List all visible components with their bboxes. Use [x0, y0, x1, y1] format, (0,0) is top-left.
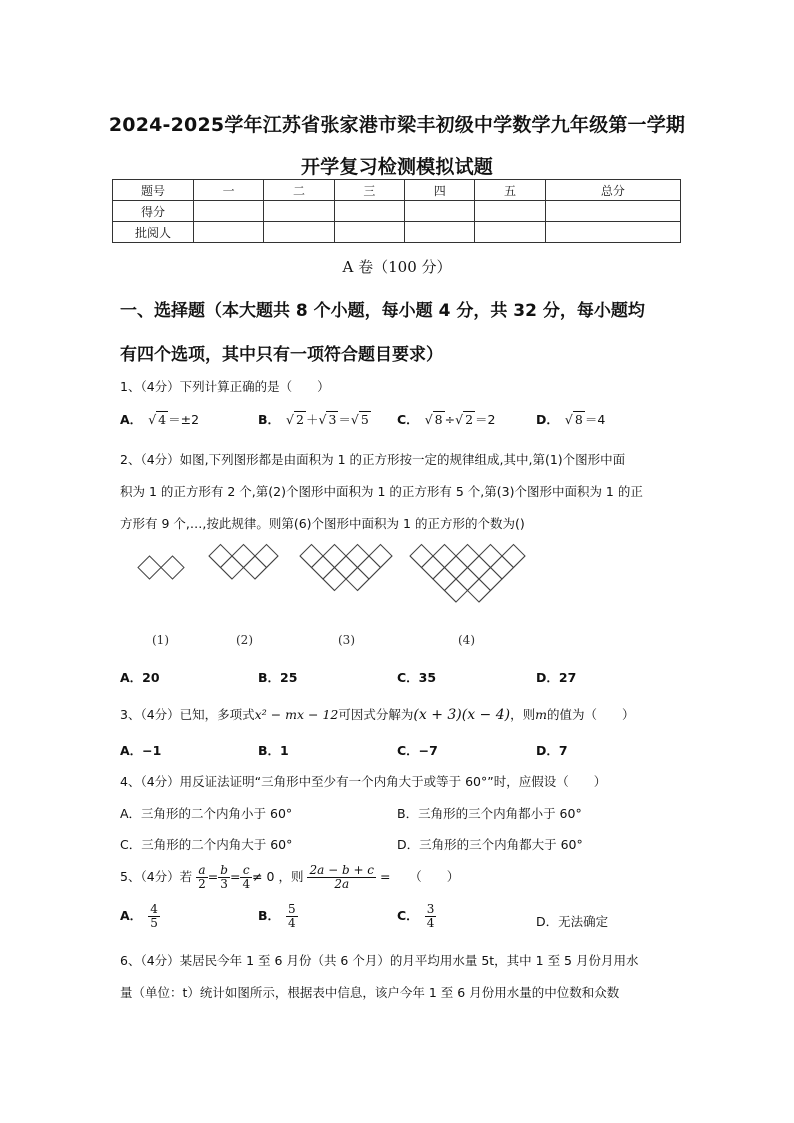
q3-factored-form: (x + 3)(x − 4): [413, 707, 511, 723]
q2-option-b[interactable]: B．25: [258, 670, 298, 685]
option-label: A．: [120, 908, 143, 923]
score-cell[interactable]: [405, 222, 475, 243]
pattern-figure-4: [410, 545, 525, 603]
q3-option-d[interactable]: D．7: [536, 743, 568, 758]
score-col-header: 五: [475, 180, 545, 201]
score-col-header: 四: [405, 180, 475, 201]
operator: =: [207, 869, 219, 884]
q2-line3: 方形有 9 个,…,按此规律。则第(6)个图形中面积为 1 的正方形的个数为(): [120, 516, 525, 531]
option-text: ＝±2: [168, 412, 200, 427]
fig-label-2: (2): [236, 633, 253, 647]
score-cell[interactable]: [405, 201, 475, 222]
sqrt-expr: √ 3: [318, 412, 337, 427]
q1-stem: 1、（4分）下列计算正确的是（ ）: [120, 379, 330, 394]
fraction-5-4: $\frac{5}{4}$: [288, 902, 296, 930]
q2-option-d[interactable]: D．27: [536, 670, 577, 685]
score-col-header: 二: [264, 180, 334, 201]
score-cell[interactable]: [334, 201, 404, 222]
sqrt-expr: √ 2: [455, 412, 474, 427]
operator: =: [229, 869, 241, 884]
exam-title-line1: 2024-2025学年江苏省张家港市梁丰初级中学数学九年级第一学期: [108, 114, 686, 136]
q3-stem-text: 可因式分解为: [338, 707, 414, 722]
sqrt-expr: √ 8: [424, 412, 443, 427]
sqrt-expr: √ 4: [148, 412, 167, 427]
option-label: C．: [397, 908, 419, 923]
fig-label-1: (1): [152, 633, 169, 647]
q4-option-a[interactable]: A．三角形的二个内角小于 60°: [120, 806, 293, 821]
operator: ＝: [338, 412, 351, 427]
score-table-header-row: [113, 180, 681, 201]
operator: ≠ 0: [252, 869, 275, 884]
exam-title-line2: 开学复习检测模拟试题: [300, 156, 493, 178]
pattern-figure-1: [138, 556, 184, 579]
sqrt-expr: √ 5: [350, 412, 369, 427]
q4-stem: 4、（4分）用反证法证明“三角形中至少有一个内角大于或等于 60°”时，应假设（ ）: [120, 774, 607, 789]
q2-option-c[interactable]: C．35: [397, 670, 437, 685]
fraction-3-4: $\frac{3}{4}$: [426, 902, 435, 930]
q3-stem-text: ，则: [510, 707, 536, 722]
q1-option-d[interactable]: [536, 410, 605, 428]
q5-option-b[interactable]: [258, 903, 298, 930]
score-cell[interactable]: [334, 222, 404, 243]
q3-variable: m: [535, 707, 547, 722]
score-cell[interactable]: [475, 222, 545, 243]
q3-option-c[interactable]: C．−7: [397, 743, 438, 758]
q2-line2: 积为 1 的正方形有 2 个,第(2)个图形中面积为 1 的正方形有 5 个,第(3)个图形中面积为 1 的正: [120, 484, 643, 499]
score-table-row: [113, 201, 681, 222]
q5-stem-text: 5、（4分）若: [120, 869, 193, 884]
q4-option-c[interactable]: C．三角形的二个内角大于 60°: [120, 837, 293, 852]
q3-stem-text: 的值为（ ）: [546, 707, 635, 722]
q3-stem: [120, 705, 635, 723]
q5-stem-text: = （ ）: [380, 869, 460, 884]
q3-polynomial: x² − mx − 12: [254, 707, 339, 722]
score-row-label: 得分: [113, 201, 194, 222]
score-col-header: 三: [334, 180, 404, 201]
score-col-header: 题号: [113, 180, 194, 201]
q1-option-a[interactable]: [120, 410, 199, 428]
score-cell[interactable]: [545, 222, 680, 243]
option-label: C．: [397, 412, 419, 427]
q4-option-d[interactable]: D．三角形的三个内角都大于 60°: [397, 837, 583, 852]
q5-stem: [120, 862, 459, 892]
q1-option-b[interactable]: [258, 410, 371, 428]
fraction-a-2: $\frac{a}{2}$: [198, 863, 206, 891]
q5-stem-text: ，则: [278, 869, 304, 884]
q1-option-c[interactable]: [397, 410, 495, 428]
q2-line1: 2、（4分）如图,下列图形都是由面积为 1 的正方形按一定的规律组成,其中,第(1)个图形中面: [120, 452, 626, 467]
score-cell[interactable]: [475, 201, 545, 222]
q4-option-b[interactable]: B．三角形的三个内角都小于 60°: [397, 806, 582, 821]
sqrt-expr: √ 2: [286, 412, 304, 427]
option-label: D．: [536, 412, 559, 427]
score-row-label: 批阅人: [113, 222, 194, 243]
score-cell[interactable]: [194, 222, 264, 243]
fraction-expression: $\frac{2a - b + c}{2a}$: [309, 863, 375, 891]
fraction-4-5: $\frac{4}{5}$: [150, 902, 158, 930]
option-label: B．: [258, 908, 281, 923]
section-a-title: A 卷（100 分）: [342, 258, 452, 276]
q5-option-c[interactable]: [397, 903, 436, 930]
pattern-figure-2: [209, 545, 278, 580]
q6-line2: 量（单位：t）统计如图所示，根据表中信息，该户今年 1 至 6 月份用水量的中位数和众数: [120, 985, 620, 1000]
q6-line1: 6、（4分）某居民今年 1 至 6 月份（共 6 个月）的月平均用水量 5t，其中 1 至 5 月份月用水: [120, 953, 639, 968]
q2-pattern-figure: [128, 540, 528, 652]
q3-option-a[interactable]: A．−1: [120, 743, 162, 758]
fraction-b-3: $\frac{b}{3}$: [220, 863, 228, 891]
score-table: [112, 179, 681, 243]
score-cell[interactable]: [545, 201, 680, 222]
q3-stem-text: 3、（4分）已知，多项式: [120, 707, 255, 722]
option-label: A．: [120, 412, 143, 427]
fig-label-4: (4): [458, 633, 475, 647]
fig-label-3: (3): [338, 633, 355, 647]
score-col-header: 一: [194, 180, 264, 201]
operator: ÷: [444, 412, 456, 427]
score-cell[interactable]: [264, 222, 334, 243]
q2-option-a[interactable]: A．20: [120, 670, 160, 685]
part1-heading-line2: 有四个选项，其中只有一项符合题目要求）: [120, 345, 443, 365]
score-table-row: [113, 222, 681, 243]
part1-heading-line1: 一、选择题（本大题共 8 个小题，每小题 4 分，共 32 分，每小题均: [120, 301, 645, 321]
sqrt-expr: √ 8: [564, 412, 583, 427]
q3-option-b[interactable]: B．1: [258, 743, 289, 758]
option-label: B．: [258, 412, 281, 427]
q5-option-a[interactable]: [120, 903, 160, 930]
score-cell[interactable]: [194, 201, 264, 222]
score-col-header: 总分: [545, 180, 680, 201]
fraction-c-4: $\frac{c}{4}$: [242, 863, 251, 891]
pattern-figure-3: [300, 545, 392, 591]
score-cell[interactable]: [264, 201, 334, 222]
option-text: ＝2: [475, 412, 496, 427]
option-text: ＝4: [584, 412, 606, 427]
q5-option-d[interactable]: D．无法确定: [536, 914, 609, 929]
operator: ＋: [305, 412, 319, 427]
